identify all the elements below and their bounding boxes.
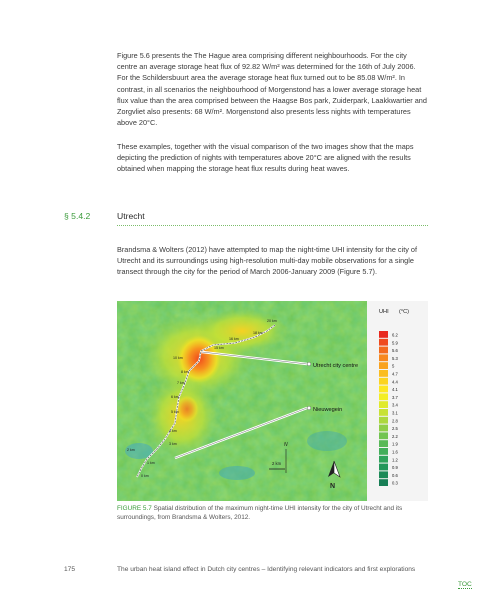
section-number: § 5.4.2 [64,211,91,221]
body-paragraph-2: These examples, together with the visual comparison of the two images show that the maps depicting the prediction of nights with temperatures above 20°C are aligned with the results obtained when mapping the storage heat flux results during heat waves. [117,142,414,174]
legend-swatch [379,456,388,463]
legend-swatch [379,417,388,424]
legend-value: 5.6 [392,348,398,354]
running-title: The urban heat island effect in Dutch city centres – Identifying relevant indicators and first explorations [117,566,416,573]
km-marker: 6 km [171,395,179,399]
km-marker: 1 km [147,461,155,465]
km-marker: 3 km [169,442,177,446]
body-paragraph-1: Figure 5.6 presents the The Hague area comprising different neighbourhoods. For the city centre an average storage heat flux of 92.82 W/m² was determined for the 16th of July 2006. For the Schildersbuurt area the average storage heat flux turned out to be 85.08 W/m². In contrast, in all scenarios the neighbourhood of Morgenstond has a lower average storage heat flux value than the area comprised between the Haagse Bos park, Zuiderpark, Laakkwartier and Zorgvliet also presents: 68 W/m². Morgenstond also presents less nights with temperatures above 20°C. [117,51,427,128]
legend-value: 1.6 [392,449,398,455]
legend-title: UHI [379,309,389,315]
legend-swatch [379,354,388,361]
figure-caption-text: Spatial distribution of the maximum night-time UHI intensity for the city of Utrecht and its surroundings, from Brandsma & Wolters, 2012. [117,505,403,522]
km-marker: 0 km [141,474,149,478]
legend-swatch [379,479,388,486]
km-marker: 15 km [214,346,224,350]
uhi-map-figure [117,301,428,501]
legend-swatch [379,440,388,447]
north-label-large: N [330,483,336,490]
legend-value: 3.1 [392,410,398,416]
legend-swatch [379,331,388,338]
legend-value: 5 [392,363,395,369]
legend-value: 3.7 [392,394,398,400]
legend-swatch [379,362,388,369]
callout-nieuwegein: Nieuwegein [313,407,343,413]
legend-value: 4.4 [392,379,398,385]
legend-value: 6.2 [392,332,398,338]
legend-swatch [379,448,388,455]
legend-value: 4.7 [392,371,398,377]
legend-value: 1.9 [392,441,398,447]
legend-value: 5.9 [392,340,398,346]
legend-swatch [379,378,388,385]
page-number: 175 [64,566,76,573]
km-marker: 7 km [177,381,185,385]
north-label-small: N [284,442,288,448]
km-marker: 10 km [173,356,183,360]
section-title: Utrecht [117,211,145,221]
legend-value: 5.3 [392,355,398,361]
km-marker: 20 km [267,319,277,323]
legend-value: 0.3 [392,480,398,486]
legend-swatch [379,370,388,377]
legend-swatch [379,471,388,478]
legend-swatch [379,464,388,471]
legend-value: 0.9 [392,465,398,471]
km-marker: 2 km [127,448,135,452]
legend-swatch [379,347,388,354]
legend-swatch [379,393,388,400]
km-marker: 16 km [229,337,239,341]
legend-value: 1.2 [392,457,398,463]
figure-caption [117,504,428,523]
legend-swatch [379,401,388,408]
uhi-map-svg [117,301,428,501]
legend-value: 4.1 [392,387,398,393]
legend-value: 2.8 [392,418,398,424]
km-marker: 5 km [171,410,179,414]
km-marker: 18 km [253,331,263,335]
body-paragraph-3: Brandsma & Wolters (2012) have attempted to map the night-time UHI intensity for the city of Utrecht and its surroundings using high-resolution multi-day mobile observations for a single transect through the city for the period of March 2006-January 2009 (Figure 5.7). [117,245,417,277]
km-marker: 8 km [181,370,189,374]
uhi-legend [379,331,398,486]
legend-swatch [379,409,388,416]
legend-value: 2.5 [392,426,398,432]
section-divider [117,225,428,226]
scale-bar-label: 2 km [272,461,282,466]
km-marker: 4 km [169,429,177,433]
toc-link[interactable]: TOC [458,581,472,588]
legend-swatch [379,425,388,432]
legend-value: 2.2 [392,433,398,439]
legend-swatch [379,386,388,393]
legend-value: 3.4 [392,402,398,408]
legend-swatch [379,432,388,439]
legend-unit: (°C) [399,309,410,315]
legend-value: 0.6 [392,472,398,478]
legend-swatch [379,339,388,346]
callout-utrecht-city-centre: Utrecht city centre [313,363,359,369]
figure-label: FIGURE 5.7 [117,505,152,512]
